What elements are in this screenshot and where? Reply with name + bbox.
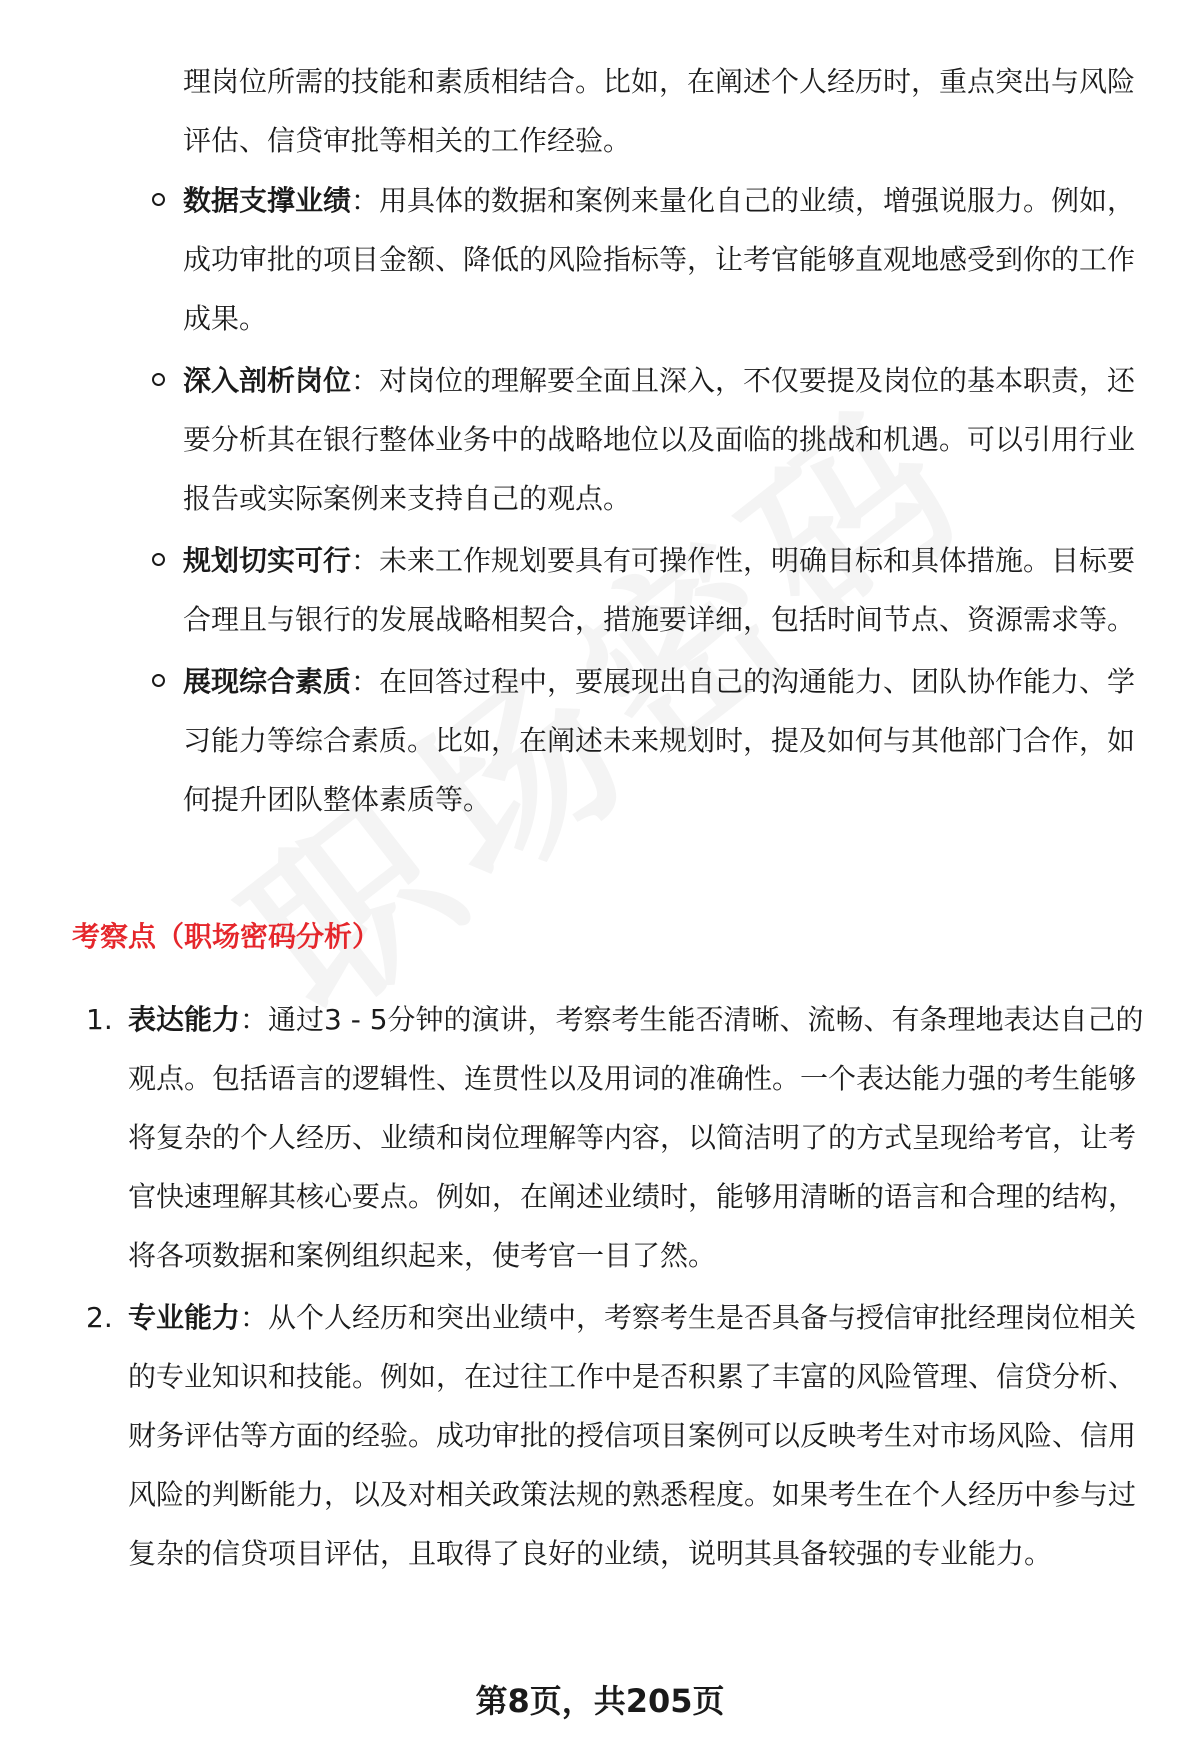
- bullet-text: ：在回答过程中，要展现出自己的沟通能力、团队协作能力、学习能力等综合素质。比如，在阐述未来规划时，提及如何与其他部门合作，如何提升团队整体素质等。: [183, 665, 1136, 816]
- bullet-title: 规划切实可行: [183, 544, 352, 577]
- item-text: ：从个人经历和突出业绩中，考察考生是否具备与授信审批经理岗位相关的专业知识和技能。例如，在过往工作中是否积累了丰富的风险管理、信贷分析、财务评估等方面的经验。成功审批的授信项目案例可以反映考生对市场风险、信用风险的判断能力，以及对相关政策法规的熟悉程度。如果考生在个人经历中参与过复杂的信贷项目评估，且取得了良好的业绩，说明其具备较强的专业能力。: [128, 1301, 1137, 1570]
- assessment-numbered-list: [86, 990, 1148, 1583]
- page-number-footer: 第8页，共205页: [475, 1682, 725, 1720]
- continuation-paragraph: 理岗位所需的技能和素质相结合。比如，在阐述个人经历时，重点突出与风险评估、信贷审批等相关的工作经验。: [183, 65, 1136, 157]
- bullet-item: [183, 652, 1143, 829]
- bullet-item: [183, 531, 1143, 649]
- tips-bullet-list: [183, 171, 1143, 829]
- item-title: 表达能力: [128, 1003, 241, 1036]
- bullet-item: [183, 171, 1143, 348]
- bullet-item: [183, 351, 1143, 528]
- numbered-item: [86, 1288, 1148, 1583]
- bullet-title: 深入剖析岗位: [183, 364, 352, 397]
- bullet-text: ：对岗位的理解要全面且深入，不仅要提及岗位的基本职责，还要分析其在银行整体业务中的战略地位以及面临的挑战和机遇。可以引用行业报告或实际案例来支持自己的观点。: [183, 364, 1136, 515]
- bullet-title: 数据支撑业绩: [183, 184, 352, 217]
- item-title: 专业能力: [128, 1301, 241, 1334]
- section-heading: 考察点（职场密码分析）: [72, 920, 381, 953]
- item-number: 2.: [86, 1301, 113, 1334]
- bullet-title: 展现综合素质: [183, 665, 352, 698]
- numbered-item: [86, 990, 1148, 1285]
- bullet-text: ：用具体的数据和案例来量化自己的业绩，增强说服力。例如，成功审批的项目金额、降低的风险指标等，让考官能够直观地感受到你的工作成果。: [183, 184, 1136, 335]
- bullet-text: ：未来工作规划要具有可操作性，明确目标和具体措施。目标要合理且与银行的发展战略相契合，措施要详细，包括时间节点、资源需求等。: [183, 544, 1136, 636]
- item-text: ：通过3 - 5分钟的演讲，考察考生能否清晰、流畅、有条理地表达自己的观点。包括语言的逻辑性、连贯性以及用词的准确性。一个表达能力强的考生能够将复杂的个人经历、业绩和岗位理解等内容，以简洁明了的方式呈现给考官，让考官快速理解其核心要点。例如，在阐述业绩时，能够用清晰的语言和合理的结构，将各项数据和案例组织起来，使考官一目了然。: [128, 1003, 1144, 1272]
- item-number: 1.: [86, 1003, 113, 1036]
